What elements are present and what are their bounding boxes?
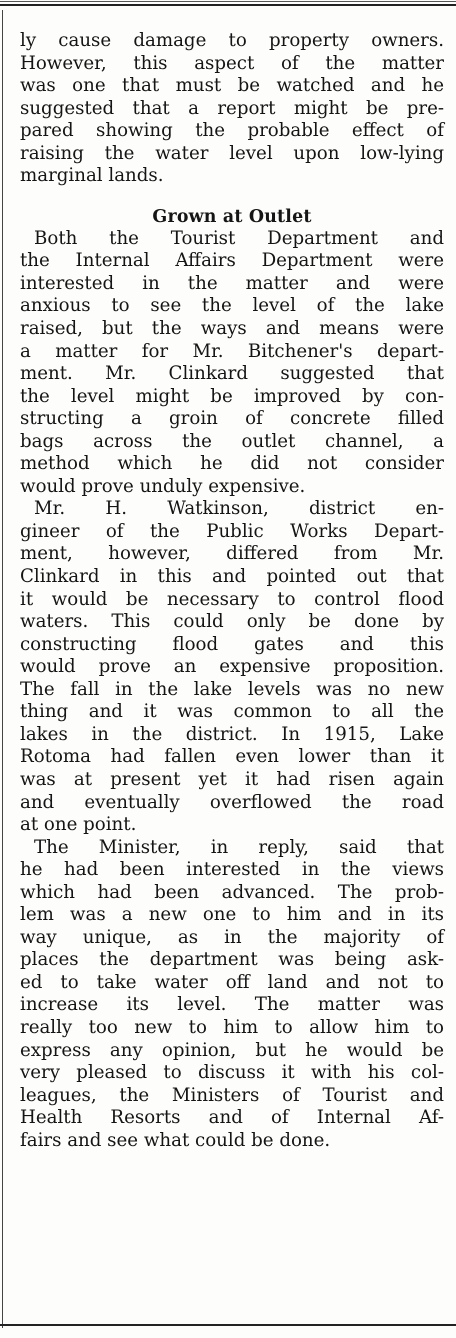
text-line: constructing flood gates and this: [20, 633, 444, 655]
text-line: ment, however, differed from Mr.: [20, 543, 444, 565]
article-column: [20, 30, 444, 1152]
text-line: raising the water level upon low-lying: [20, 142, 444, 164]
section-heading: Grown at Outlet: [152, 206, 312, 227]
text-line: he had been interested in the views: [20, 859, 444, 881]
paragraph-watkinson: [20, 498, 444, 836]
text-line: pared showing the probable effect of: [20, 120, 444, 142]
text-line: the Internal Affairs Department were: [20, 250, 444, 272]
text-line: suggested that a report might be pre-: [20, 97, 444, 119]
text-line: at one point.: [20, 814, 137, 836]
text-line: bags across the outlet channel, a: [20, 430, 444, 452]
text-line: The Minister, in reply, said that: [34, 836, 444, 858]
text-line: express any opinion, but he would be: [20, 1039, 444, 1061]
intro-paragraph: [20, 30, 444, 188]
column-left-border: [2, 10, 3, 1328]
text-line: it would be necessary to control flood: [20, 588, 444, 610]
text-line: Mr. H. Watkinson, district en-: [34, 498, 444, 520]
text-line: places the department was being ask-: [20, 949, 444, 971]
text-line: Health Resorts and of Internal Af-: [20, 1107, 444, 1129]
text-line: very pleased to discuss it with his col-: [20, 1062, 444, 1084]
text-line: fairs and see what could be done.: [20, 1129, 331, 1151]
text-line: ed to take water off land and not to: [20, 971, 444, 993]
paragraph-tourist-department: [20, 228, 444, 499]
top-rule-thick: [0, 4, 456, 6]
text-line: the level might be improved by con-: [20, 385, 444, 407]
text-line: which had been advanced. The prob-: [20, 881, 444, 903]
bottom-column-rule: [0, 1324, 456, 1326]
text-line: was at present yet it had risen again: [20, 768, 444, 790]
text-line: ment. Mr. Clinkard suggested that: [20, 363, 444, 385]
text-line: The fall in the lake levels was no new: [20, 678, 444, 700]
text-line: would prove unduly expensive.: [20, 475, 306, 497]
text-line: gineer of the Public Works Depart-: [20, 520, 444, 542]
text-line: Both the Tourist Department and: [34, 227, 444, 249]
text-line: ly cause damage to property owners.: [20, 30, 444, 51]
text-line: would prove an expensive proposition.: [20, 656, 444, 678]
paragraph-minister-reply: [20, 837, 444, 1153]
text-line: was one that must be watched and he: [20, 75, 444, 97]
text-line: a matter for Mr. Bitchener's depart-: [20, 340, 444, 362]
text-line: really too new to him to allow him to: [20, 1016, 444, 1038]
top-rule-thin: [0, 1, 456, 2]
top-column-rule: [0, 0, 456, 10]
text-line: However, this aspect of the matter: [20, 52, 444, 74]
text-line: structing a groin of concrete filled: [20, 408, 444, 430]
text-line: leagues, the Ministers of Tourist and: [20, 1084, 444, 1106]
text-line: way unique, as in the majority of: [20, 926, 444, 948]
text-line: anxious to see the level of the lake: [20, 295, 444, 317]
text-line: lem was a new one to him and in its: [20, 904, 444, 926]
text-line: marginal lands.: [20, 165, 164, 187]
text-line: thing and it was common to all the: [20, 701, 444, 723]
text-line: Rotoma had fallen even lower than it: [20, 746, 444, 768]
text-line: and eventually overflowed the road: [20, 791, 444, 813]
text-line: increase its level. The matter was: [20, 994, 444, 1016]
text-line: Clinkard in this and pointed out that: [20, 566, 444, 588]
text-line: lakes in the district. In 1915, Lake: [20, 723, 444, 745]
text-line: method which he did not consider: [20, 453, 444, 475]
text-line: raised, but the ways and means were: [20, 318, 444, 340]
text-line: interested in the matter and were: [20, 272, 444, 294]
text-line: waters. This could only be done by: [20, 611, 444, 633]
